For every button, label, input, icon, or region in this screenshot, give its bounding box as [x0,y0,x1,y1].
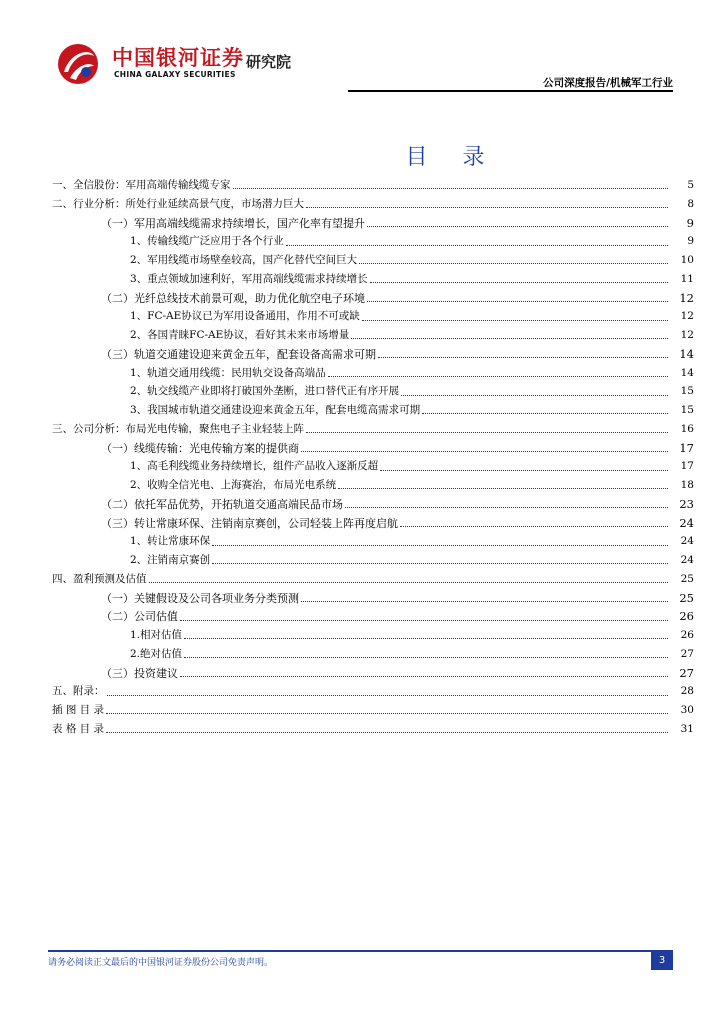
toc-entry-page: 9 [686,215,694,230]
toc-entry-page: 30 [680,704,694,716]
toc-leader-dots [401,384,668,396]
toc-entry-page: 15 [680,385,694,398]
toc-entry[interactable] [52,420,694,439]
toc-leader-dots [212,552,668,564]
toc-entry-title: 3、我国城市轨道交通建设迎来黄金五年，配套电缆高需求可期 [130,404,421,416]
toc-entry-title: （一）线缆传输：光电传输方案的提供商 [101,441,299,455]
toc-entry-page: 26 [679,609,694,624]
toc-leader-dots [378,346,668,358]
toc-entry[interactable] [52,214,694,233]
toc-entry-page: 12 [679,290,694,305]
toc-entry[interactable] [52,439,694,458]
galaxy-logo-icon [56,42,100,86]
footer-disclaimer: 请务必阅读正文最后的中国银河证券股份公司免责声明。 [48,958,274,968]
toc-entry-title: （一）关键假设及公司各项业务分类预测 [101,591,299,605]
toc-entry-page: 12 [680,329,694,341]
toc-entry[interactable] [52,345,694,364]
toc-entry-title: （三）转让常康环保、注销南京赛创，公司轻装上阵再度启航 [101,516,398,530]
toc-entry-page: 10 [680,254,694,266]
toc-entry[interactable] [52,401,694,420]
toc-entry-page: 17 [679,440,694,455]
toc-entry-title: （三）投资建议 [101,666,178,680]
toc-entry-title: 2、军用线缆市场壁垒较高，国产化替代空间巨大 [130,254,358,266]
toc-entry-page: 12 [680,310,694,323]
toc-leader-dots [338,477,668,489]
toc-entry-title: 表 格 目 录 [52,722,105,735]
toc-entry-title: （二）依托军品优势，开拓轨道交通高端民品市场 [101,497,343,511]
toc-entry-page: 14 [679,346,694,361]
toc-leader-dots [301,590,668,602]
toc-entry-page: 27 [679,665,694,680]
toc-entry-title: 2、各国青睐FC-AE协议，看好其未来市场增量 [130,329,350,341]
toc-entry-page: 16 [680,422,694,435]
toc-entry[interactable] [52,570,694,589]
toc-entry-title: 1、传输线缆广泛应用于各个行业 [130,235,284,248]
toc-leader-dots [345,496,668,508]
toc-leader-dots [351,327,668,339]
toc-entry[interactable] [52,514,694,533]
toc-leader-dots [301,440,668,452]
toc-entry[interactable] [52,720,694,739]
toc-entry-title: 1、轨道交通用线缆：民用轨交设备高端品 [130,366,326,379]
toc-entry[interactable] [52,701,694,720]
toc-entry[interactable] [52,457,694,476]
report-category: 公司深度报告/机械军工行业 [543,77,673,89]
toc-entry-page: 8 [687,197,694,210]
toc-entry-page: 23 [679,496,694,511]
toc-entry[interactable] [52,589,694,608]
toc-entry[interactable] [52,607,694,626]
toc-entry-page: 28 [680,685,694,698]
toc-leader-dots [107,684,669,696]
toc-entry-page: 15 [680,404,694,416]
toc-leader-dots [370,271,668,283]
toc-entry-page: 9 [687,235,694,248]
toc-entry[interactable] [52,551,694,570]
toc-entry[interactable] [52,682,694,701]
toc-leader-dots [106,702,668,714]
toc-entry[interactable] [52,364,694,383]
toc-entry-page: 24 [680,535,694,548]
toc-entry-title: 五、附录： [52,685,105,698]
toc-entry-page: 18 [680,479,694,491]
toc-entry-title: 2.绝对估值 [130,647,183,660]
toc-entry-title: 1、转让常康环保 [130,535,211,548]
header-divider [348,90,673,92]
toc-entry-page: 11 [680,272,694,285]
table-of-contents [52,176,694,739]
toc-entry-page: 14 [680,366,694,379]
toc-entry[interactable] [52,532,694,551]
toc-entry[interactable] [52,270,694,289]
toc-leader-dots [233,177,669,189]
toc-entry[interactable] [52,382,694,401]
toc-entry-title: 1、FC-AE协议已为军用设备通用，作用不可或缺 [130,310,360,323]
toc-title: 目 录 [405,145,499,170]
toc-entry[interactable] [52,307,694,326]
toc-entry-title: 3、重点领域加速利好，军用高端线缆需求持续增长 [130,272,368,285]
brand-name-en: CHINA GALAXY SECURITIES [114,70,236,79]
toc-entry-page: 26 [680,629,694,641]
toc-leader-dots [180,609,668,621]
toc-entry-page: 5 [687,179,694,191]
toc-leader-dots [212,534,668,546]
toc-entry[interactable] [52,326,694,345]
toc-entry-title: 2、轨交线缆产业即将打破国外垄断，进口替代正有序开展 [130,385,400,398]
toc-leader-dots [400,515,668,527]
footer-divider [48,950,673,952]
toc-leader-dots [184,646,668,658]
toc-leader-dots [306,196,668,208]
toc-entry-title: （三）轨道交通建设迎来黄金五年，配套设备高需求可期 [101,347,376,361]
toc-entry-page: 17 [680,460,694,473]
toc-entry[interactable] [52,176,694,195]
toc-entry-title: （一）军用高端线缆需求持续增长，国产化率有望提升 [101,216,365,230]
toc-entry-title: 2、注销南京赛创 [130,554,211,566]
toc-leader-dots [306,421,668,433]
toc-entry-page: 25 [680,572,694,585]
brand-name-cn: 中国银河证券 [112,46,244,70]
toc-entry-title: （二）光纤总线技术前景可观，助力优化航空电子环境 [101,291,365,305]
toc-leader-dots [328,365,668,377]
toc-entry-title: 一、全信股份：军用高端传输线缆专家 [52,179,231,191]
toc-leader-dots [180,665,668,677]
page-number: 3 [651,952,673,970]
toc-leader-dots [106,721,668,733]
toc-entry[interactable] [52,476,694,495]
toc-entry-page: 24 [679,515,694,530]
toc-leader-dots [149,571,669,583]
toc-leader-dots [286,234,668,246]
toc-entry[interactable] [52,645,694,664]
toc-leader-dots [380,459,668,471]
toc-entry-page: 27 [680,647,694,660]
toc-leader-dots [359,252,668,264]
toc-entry-title: 2、收购全信光电、上海赛治，布局光电系统 [130,479,337,491]
toc-entry-page: 25 [679,590,694,605]
toc-leader-dots [362,309,668,321]
toc-entry-page: 31 [680,722,694,735]
toc-leader-dots [367,290,668,302]
toc-entry-title: 四、盈利预测及估值 [52,572,147,585]
toc-entry-title: 三、公司分析：布局光电传输，聚焦电子主业轻装上阵 [52,422,304,435]
header-logo [42,34,342,94]
toc-entry[interactable] [52,495,694,514]
toc-leader-dots [422,402,668,414]
toc-entry-title: 插 图 目 录 [52,704,105,716]
institute-label: 研究院 [246,53,292,71]
toc-entry[interactable] [52,232,694,251]
toc-leader-dots [184,627,668,639]
toc-entry[interactable] [52,251,694,270]
toc-leader-dots [367,215,668,227]
toc-entry[interactable] [52,664,694,683]
toc-entry[interactable] [52,289,694,308]
toc-entry-title: 二、行业分析：所处行业延续高景气度，市场潜力巨大 [52,197,304,210]
toc-entry-title: （二）公司估值 [101,610,178,624]
toc-entry[interactable] [52,195,694,214]
toc-entry[interactable] [52,626,694,645]
toc-entry-title: 1、高毛利线缆业务持续增长，组件产品收入逐渐反超 [130,460,379,473]
toc-entry-page: 24 [680,554,694,566]
toc-entry-title: 1.相对估值 [130,629,183,641]
